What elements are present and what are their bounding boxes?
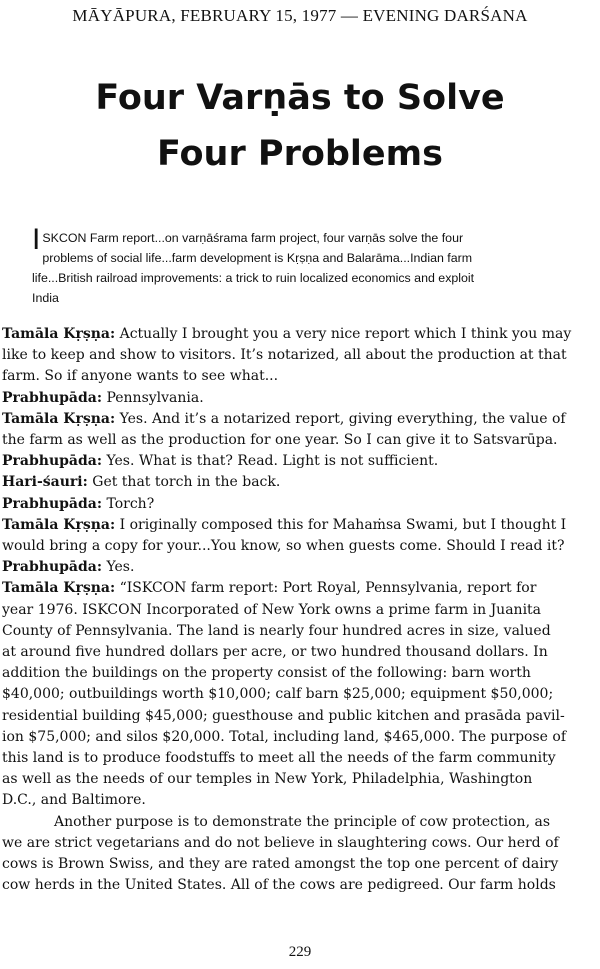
line-text: we are strict vegetarians and do not believe in slaughtering cows. Our herd of xyxy=(2,834,559,851)
transcript-line xyxy=(2,663,598,684)
transcript-line xyxy=(2,557,598,578)
line-text: Pennsylvania. xyxy=(102,389,204,406)
transcript-line xyxy=(2,812,598,833)
line-text: Get that torch in the back. xyxy=(87,474,281,491)
transcript-line xyxy=(2,388,598,409)
transcript-line xyxy=(2,875,598,896)
summary-line: problems of social life...farm development is Kṛṣṇa and Balarāma...Indian farm xyxy=(42,251,473,265)
summary-dropcap: I xyxy=(32,223,41,256)
summary-line: India xyxy=(32,291,59,305)
speaker-name: Prabhupāda: xyxy=(2,453,103,470)
transcript-line xyxy=(2,536,598,557)
line-text: $40,000; outbuildings worth $10,000; calf barn $25,000; equipment $50,000; xyxy=(2,686,554,703)
speaker-name: Tamāla Kṛṣṇa: xyxy=(2,580,116,597)
transcript-line xyxy=(2,642,598,663)
transcript-line xyxy=(2,324,598,345)
line-text: cows is Brown Swiss, and they are rated amongst the top one percent of dairy xyxy=(2,856,559,873)
transcript-line xyxy=(2,706,598,727)
transcript-line xyxy=(2,854,598,875)
speaker-name: Prabhupāda: xyxy=(2,389,103,406)
transcript-line xyxy=(2,345,598,366)
line-text: Yes. xyxy=(102,559,135,576)
line-text: farm. So if anyone wants to see what... xyxy=(2,368,279,385)
line-text: Another purpose is to demonstrate the principle of cow protection, as xyxy=(54,813,551,830)
transcript-line xyxy=(2,769,598,790)
line-text: the farm as well as the production for one year. So I can give it to Satsvarūpa. xyxy=(2,432,558,449)
line-text: Actually I brought you a very nice report which I think you may xyxy=(115,326,572,342)
chapter-title-line-2: Four Problems xyxy=(157,134,443,174)
transcript-line xyxy=(2,409,598,430)
line-text: year 1976. ISKCON Incorporated of New York owns a prime farm in Juanita xyxy=(2,601,542,618)
line-text: Torch? xyxy=(102,495,155,512)
chapter-title-line-1: Four Varṇās to Solve xyxy=(95,78,505,118)
summary-line: SKCON Farm report...on varṇāśrama farm project, four varṇās solve the four xyxy=(42,231,464,245)
line-text: as well as the needs of our temples in New York, Philadelphia, Washington xyxy=(2,771,533,788)
line-text: at around five hundred dollars per acre, or two hundred thousand dollars. In xyxy=(2,644,548,661)
transcript-line xyxy=(2,684,598,705)
transcript-line xyxy=(2,600,598,621)
line-text: would bring a copy for your...You know, so when guests come. Should I read it? xyxy=(2,538,565,555)
speaker-name: Tamāla Kṛṣṇa: xyxy=(2,516,116,533)
transcript-line xyxy=(2,430,598,451)
speaker-name: Hari-śauri: xyxy=(2,474,88,491)
line-text: addition the buildings on the property consist of the following: barn worth xyxy=(2,665,531,682)
line-text: D.C., and Baltimore. xyxy=(2,792,146,809)
transcript-line xyxy=(2,451,598,472)
line-text: Yes. And it’s a notarized report, giving everything, the value of xyxy=(115,410,566,427)
summary-line: life...British railroad improvements: a trick to ruin localized economics and exploit xyxy=(32,271,475,285)
speaker-name: Tamāla Kṛṣṇa: xyxy=(2,326,116,342)
line-text: County of Pennsylvania. The land is nearly four hundred acres in size, valued xyxy=(2,622,551,639)
line-text: “ISKCON farm report: Port Royal, Pennsylvania, report for xyxy=(115,580,537,597)
line-text: Yes. What is that? Read. Light is not sufficient. xyxy=(102,453,439,470)
running-head: MĀYĀPURA, FEBRUARY 15, 1977 — EVENING DARŚANA xyxy=(72,6,528,25)
speaker-name: Tamāla Kṛṣṇa: xyxy=(2,410,116,427)
line-text: like to keep and show to visitors. It’s notarized, all about the production at that xyxy=(2,347,567,364)
line-text: residential building $45,000; guesthouse and public kitchen and prasāda pavil- xyxy=(2,707,565,724)
chapter-title xyxy=(0,70,600,182)
transcript-line xyxy=(2,515,598,536)
line-text: ion $75,000; and silos $20,000. Total, including land, $465,000. The purpose of xyxy=(2,728,567,745)
transcript-line xyxy=(2,472,598,493)
transcript-line xyxy=(2,578,598,599)
transcript-line xyxy=(2,727,598,748)
speaker-name: Prabhupāda: xyxy=(2,495,103,512)
speaker-name: Prabhupāda: xyxy=(2,559,103,576)
transcript-line xyxy=(2,366,598,387)
line-text: this land is to produce foodstuffs to meet all the needs of the farm community xyxy=(2,750,556,767)
transcript-line xyxy=(2,621,598,642)
transcript-line xyxy=(2,833,598,854)
transcript-line xyxy=(2,748,598,769)
chapter-summary xyxy=(32,223,538,308)
transcript-body xyxy=(2,324,598,896)
transcript-line xyxy=(2,494,598,515)
line-text: cow herds in the United States. All of the cows are pedigreed. Our farm holds xyxy=(2,877,556,894)
transcript-line xyxy=(2,790,598,811)
line-text: I originally composed this for Mahaṁsa Swami, but I thought I xyxy=(115,516,567,533)
page-number: 229 xyxy=(288,944,312,960)
